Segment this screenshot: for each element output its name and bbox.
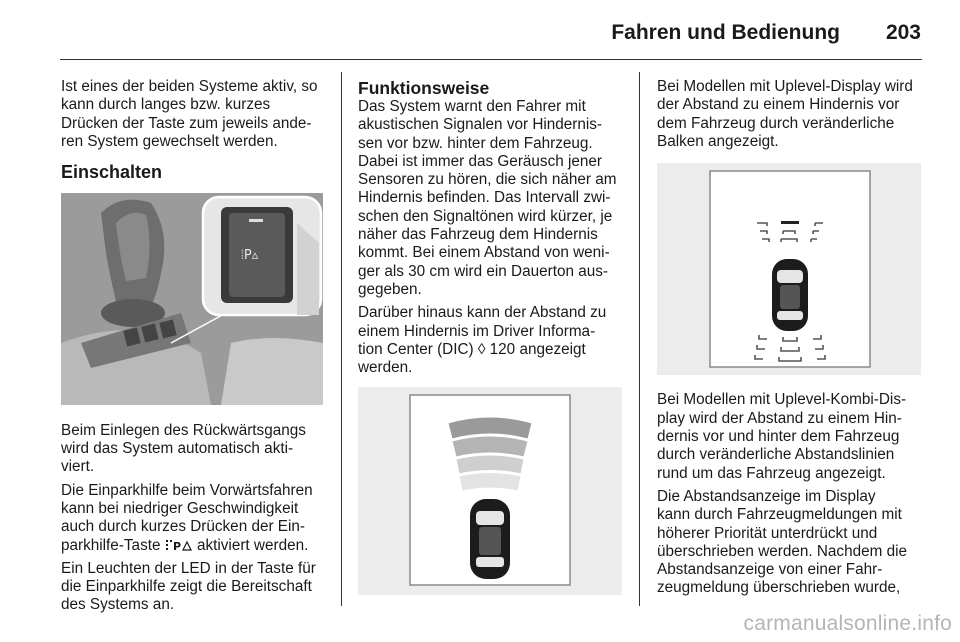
intro-paragraph xyxy=(61,78,324,151)
paragraph xyxy=(657,391,923,482)
text-line: rund um das Fahrzeug angezeigt. xyxy=(657,464,886,482)
text-line: Beim Einlegen des Rückwärtsgangs xyxy=(61,421,306,439)
text-line: Ein Leuchten der LED in der Taste für xyxy=(61,559,316,577)
text-line: Das System warnt den Fahrer mit xyxy=(358,98,586,115)
text-line: wird das System automatisch akti- xyxy=(61,440,294,458)
paragraph xyxy=(657,78,923,151)
header-rule xyxy=(60,59,922,60)
text-line: der Abstand zu einem Hindernis vor xyxy=(657,96,900,114)
text-line: Dabei ist immer das Geräusch jener xyxy=(358,152,602,170)
text-line xyxy=(358,341,623,359)
paragraph xyxy=(61,482,324,555)
text-line: Bei Modellen mit Uplevel-Display wird xyxy=(657,78,913,95)
text-line: kann durch Fahrzeugmeldungen mit xyxy=(657,506,902,524)
text-fragment: parkhilfe-Taste xyxy=(61,536,161,554)
text-line: Die Einparkhilfe beim Vorwärtsfahren xyxy=(61,481,313,499)
text-line: Balken angezeigt. xyxy=(657,132,779,150)
text-line: Bei Modellen mit Uplevel-Kombi-Dis- xyxy=(657,391,907,409)
paragraph xyxy=(358,304,623,377)
text-line: schen den Signaltönen wird kürzer, je xyxy=(358,207,613,225)
text-line: play wird der Abstand zu einem Hin- xyxy=(657,409,902,427)
text-line: kann durch langes bzw. kurzes xyxy=(61,96,271,114)
text-line: überschrieben werden. Nachdem die xyxy=(657,542,907,560)
text-line: Die Abstandsanzeige im Display xyxy=(657,487,876,505)
svg-text:⦙P▵: ⦙P▵ xyxy=(241,248,259,264)
text-line: zeugmeldung überschrieben wurde, xyxy=(657,579,901,597)
distance-lines-figure xyxy=(657,163,923,380)
page-reference-icon: ◊ xyxy=(477,340,486,358)
console-photo-illustration xyxy=(61,193,323,405)
text-line: dernis vor und hinter dem Fahrzeug xyxy=(657,428,900,446)
text-line: Drücken der Taste zum jeweils ande- xyxy=(61,114,312,132)
column-1 xyxy=(61,78,324,620)
section-heading-einschalten: Einschalten xyxy=(61,162,163,183)
text-line: auch durch kurzes Drücken der Ein- xyxy=(61,518,306,536)
paragraph xyxy=(358,98,623,299)
text-line: Sensoren zu hören, die sich näher am xyxy=(358,171,617,189)
text-line: durch veränderliche Abstandslinien xyxy=(657,446,895,464)
paragraph xyxy=(61,560,324,615)
text-fragment: aktiviert werden. xyxy=(196,536,309,554)
svg-text:P: P xyxy=(172,539,181,552)
text-line: höherer Priorität unterdrückt und xyxy=(657,524,878,542)
watermark: carmanualsonline.info xyxy=(743,612,952,635)
text-line: viert. xyxy=(61,458,95,476)
text-line: ger als 30 cm wird ein Dauerton aus- xyxy=(358,262,608,280)
text-line: sen vor bzw. hinter dem Fahrzeug. xyxy=(358,134,593,152)
distance-bars-figure xyxy=(358,387,623,600)
text-line xyxy=(61,537,324,555)
paragraph xyxy=(657,488,923,598)
text-line: näher das Fahrzeug dem Hindernis xyxy=(358,226,598,244)
text-line: einem Hindernis im Driver Informa- xyxy=(358,322,596,340)
text-line: Abstandsanzeige von einer Fahr- xyxy=(657,561,883,579)
text-line: werden. xyxy=(358,359,413,377)
text-line: ren System gewechselt werden. xyxy=(61,132,278,150)
paragraph xyxy=(61,422,324,477)
console-button-photo xyxy=(61,193,324,410)
column-2 xyxy=(358,78,623,612)
page-number: 203 xyxy=(885,21,921,44)
page-header xyxy=(0,0,960,60)
text-line: Ist eines der beiden Systeme aktiv, so xyxy=(61,78,318,95)
column-3 xyxy=(657,78,923,603)
column-divider xyxy=(341,72,342,606)
text-line: kommt. Bei einem Abstand von weni- xyxy=(358,244,610,262)
section-heading-funktionsweise: Funktionsweise xyxy=(358,78,490,98)
text-fragment: tion Center (DIC) xyxy=(358,340,474,358)
park-assist-icon xyxy=(165,538,193,552)
front-distance-bars-illustration xyxy=(358,387,622,595)
text-line: des Systems an. xyxy=(61,596,175,614)
text-fragment: 120 angezeigt xyxy=(489,340,586,358)
text-line: die Einparkhilfe zeigt die Bereitschaft xyxy=(61,578,312,596)
page-title: Fahren und Bedienung xyxy=(611,21,840,44)
text-line: gegeben. xyxy=(358,280,422,298)
text-line: Darüber hinaus kann der Abstand zu xyxy=(358,304,607,322)
text-line: dem Fahrzeug durch veränderliche xyxy=(657,114,895,132)
surround-distance-lines-illustration xyxy=(657,163,921,375)
text-line: kann bei niedriger Geschwindigkeit xyxy=(61,499,299,517)
column-divider xyxy=(639,72,640,606)
text-line: akustischen Signalen vor Hindernis- xyxy=(358,116,603,134)
text-line: Hindernis befinden. Das Intervall zwi- xyxy=(358,189,611,207)
